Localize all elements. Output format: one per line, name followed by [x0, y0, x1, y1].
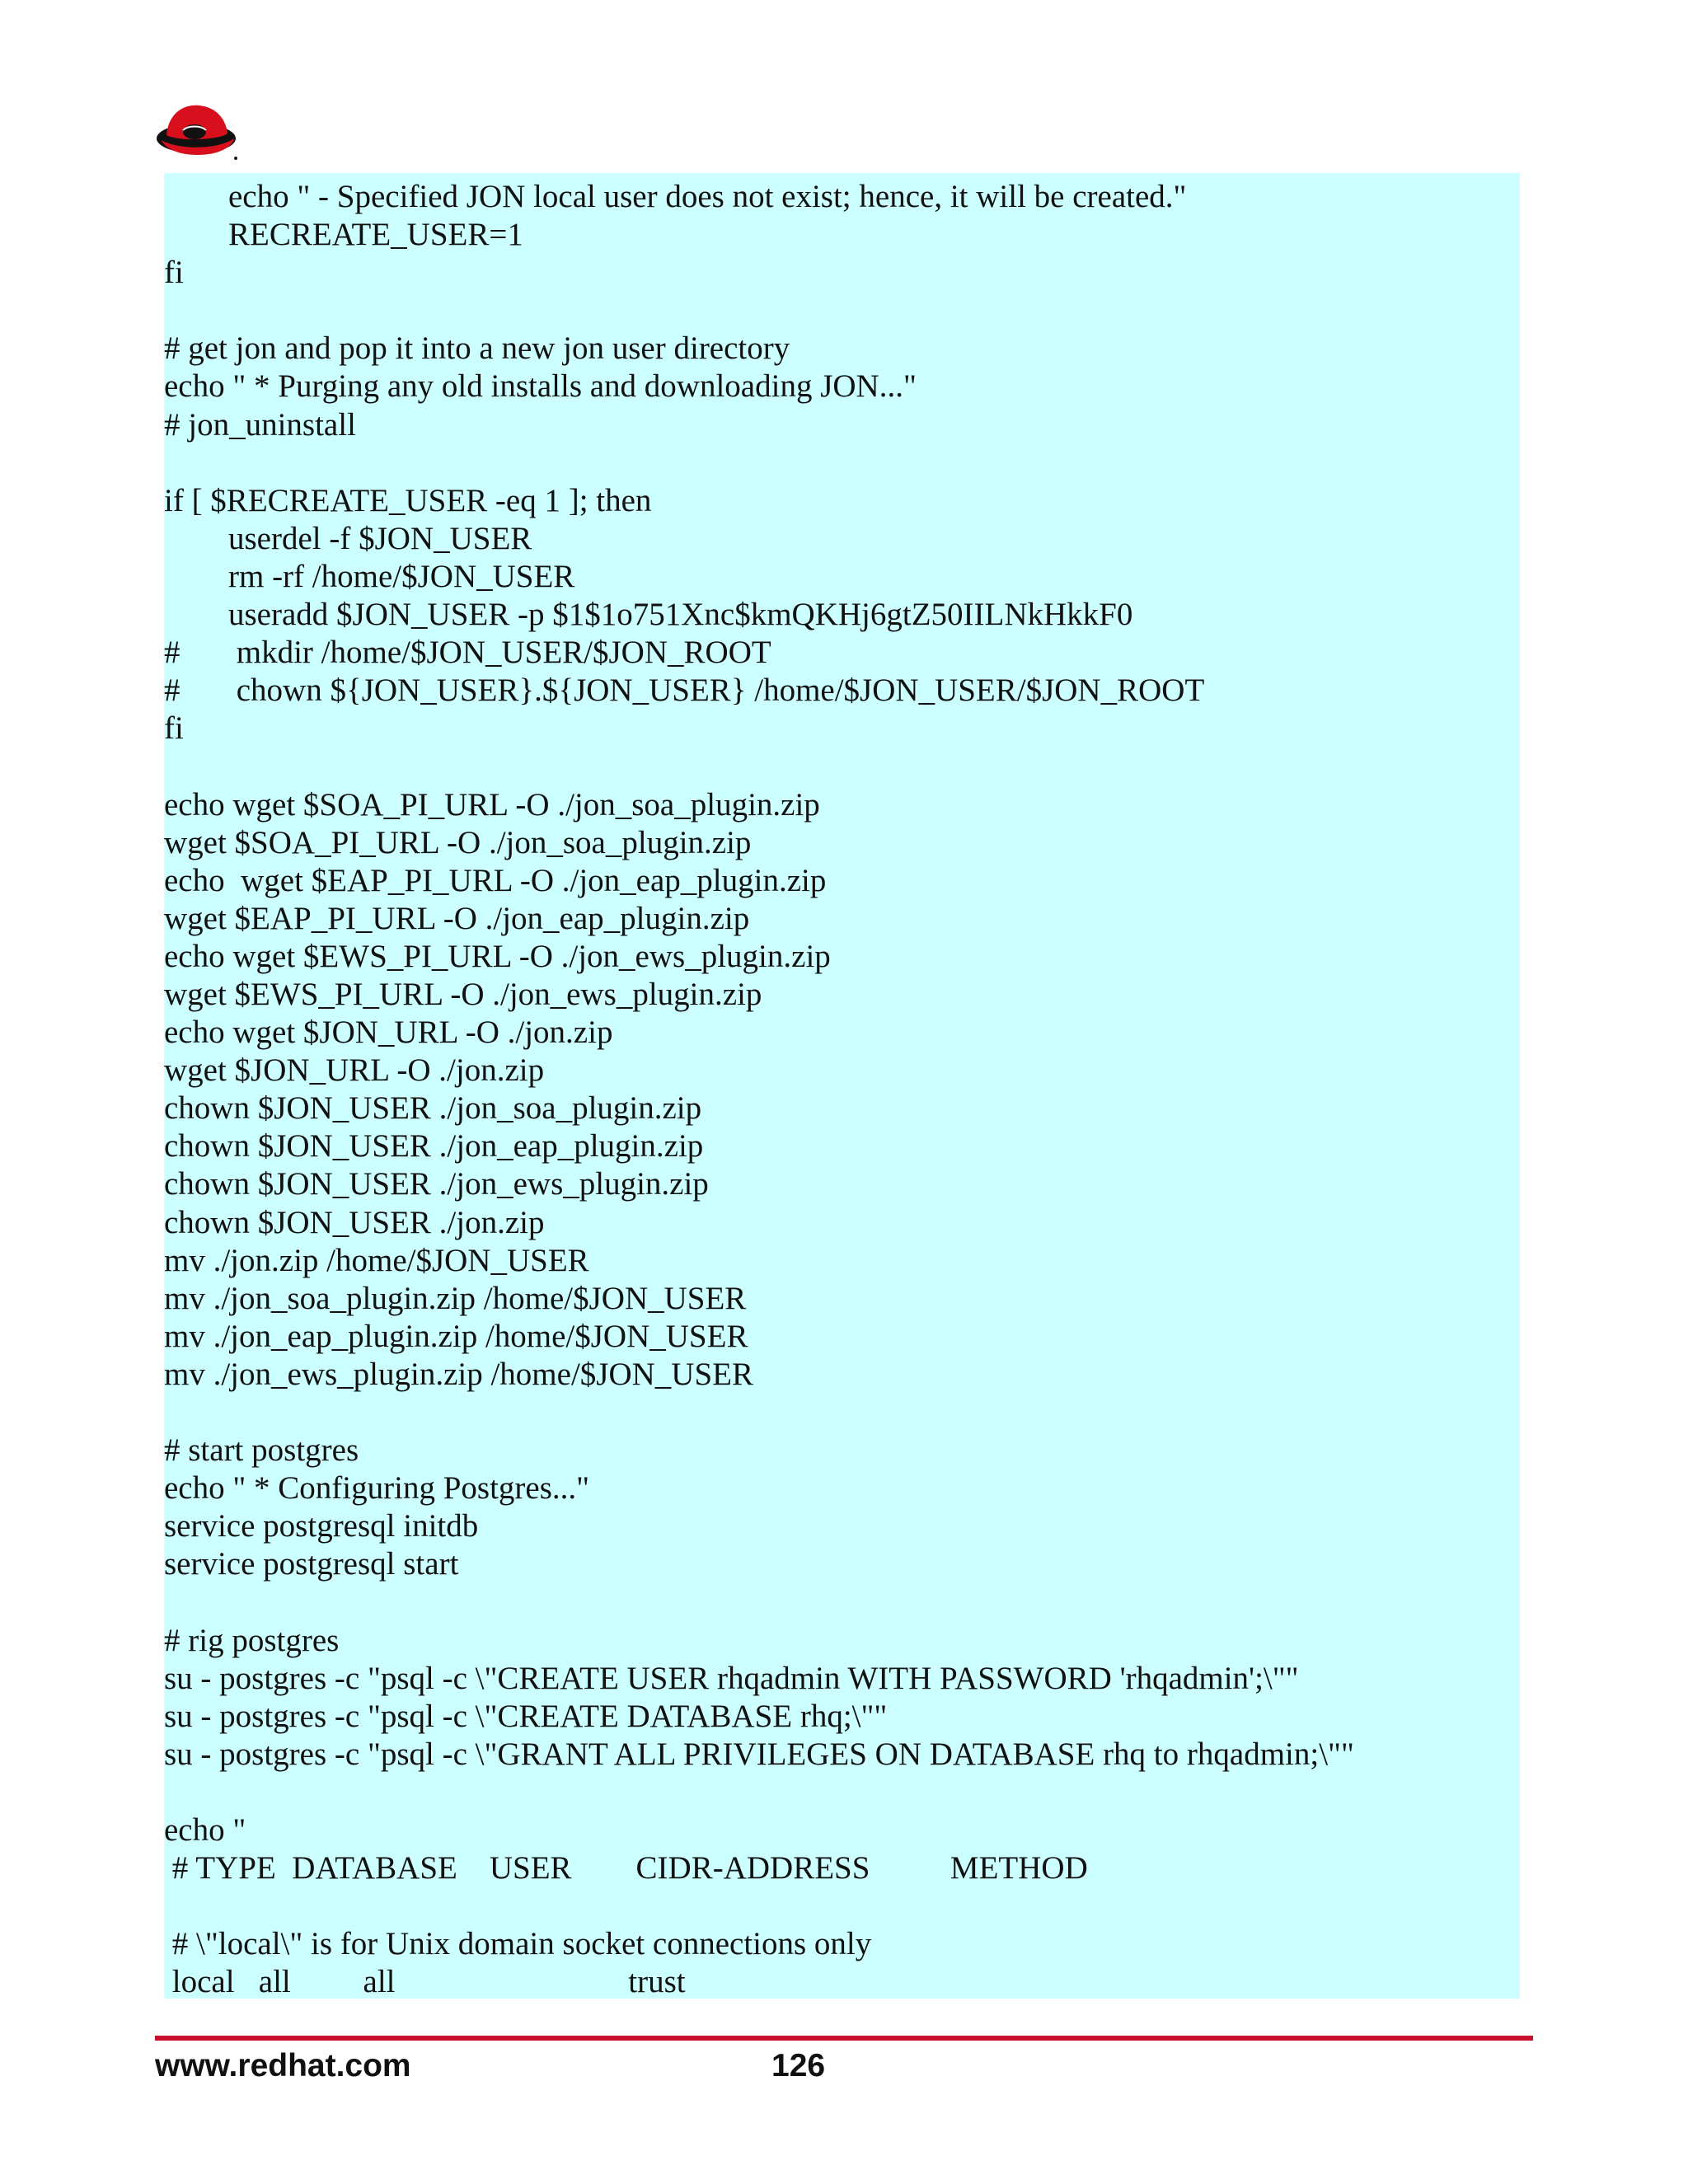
- code-line: echo " * Purging any old installs and downloading JON...": [164, 368, 917, 405]
- code-line: # jon_uninstall: [164, 406, 356, 443]
- footer-divider: [155, 2036, 1533, 2041]
- code-line: # \"local\" is for Unix domain socket connections only: [164, 1926, 872, 1962]
- code-line: userdel -f $JON_USER: [164, 520, 532, 556]
- code-line: # rig postgres: [164, 1622, 340, 1658]
- code-line: su - postgres -c "psql -c \"CREATE USER rhqadmin WITH PASSWORD 'rhqadmin';\"": [164, 1660, 1299, 1696]
- code-line: fi: [164, 255, 184, 291]
- code-line: # TYPE DATABASE USER CIDR-ADDRESS METHOD: [164, 1850, 1088, 1886]
- code-line: RECREATE_USER=1: [164, 217, 523, 253]
- code-line: mv ./jon_ews_plugin.zip /home/$JON_USER: [164, 1356, 753, 1392]
- code-line: # start postgres: [164, 1432, 359, 1469]
- code-line: # mkdir /home/$JON_USER/$JON_ROOT: [164, 635, 771, 671]
- code-line: chown $JON_USER ./jon.zip: [164, 1204, 545, 1240]
- code-line: echo ": [164, 1812, 246, 1849]
- code-line: mv ./jon_eap_plugin.zip /home/$JON_USER: [164, 1318, 748, 1354]
- code-line: [164, 292, 1520, 330]
- code-line: # chown ${JON_USER}.${JON_USER} /home/$JON_USER/$JON_ROOT: [164, 673, 1205, 709]
- code-line: echo wget $EWS_PI_URL -O ./jon_ews_plugin.zip: [164, 938, 831, 974]
- code-line: chown $JON_USER ./jon_eap_plugin.zip: [164, 1128, 704, 1165]
- code-line: [164, 748, 1520, 785]
- redhat-logo-icon: [153, 97, 242, 163]
- code-line: wget $JON_URL -O ./jon.zip: [164, 1052, 545, 1089]
- code-line: [164, 1583, 1520, 1621]
- code-line: mv ./jon.zip /home/$JON_USER: [164, 1242, 589, 1278]
- code-listing: [164, 173, 1520, 1999]
- code-line: echo wget $EAP_PI_URL -O ./jon_eap_plugin.zip: [164, 862, 827, 898]
- code-line: su - postgres -c "psql -c \"CREATE DATABASE rhq;\"": [164, 1698, 888, 1734]
- code-line: echo wget $JON_URL -O ./jon.zip: [164, 1015, 613, 1051]
- page-number: 126: [771, 2048, 826, 2083]
- code-line: fi: [164, 710, 184, 747]
- code-line: [164, 1774, 1520, 1811]
- code-line: service postgresql initdb: [164, 1508, 479, 1544]
- code-line: echo wget $SOA_PI_URL -O ./jon_soa_plugin.zip: [164, 786, 820, 823]
- code-line: [164, 444, 1520, 482]
- code-line: wget $SOA_PI_URL -O ./jon_soa_plugin.zip: [164, 824, 752, 860]
- code-line: [164, 1887, 1520, 1925]
- code-line: chown $JON_USER ./jon_soa_plugin.zip: [164, 1090, 702, 1127]
- code-line: local all all trust: [164, 1964, 686, 2000]
- code-line: echo " - Specified JON local user does not exist; hence, it will be created.": [164, 179, 1187, 214]
- code-line: mv ./jon_soa_plugin.zip /home/$JON_USER: [164, 1280, 747, 1316]
- code-line: [164, 1394, 1520, 1432]
- code-line: wget $EAP_PI_URL -O ./jon_eap_plugin.zip: [164, 900, 750, 936]
- code-line: su - postgres -c "psql -c \"GRANT ALL PRIVILEGES ON DATABASE rhq to rhqadmin;\"": [164, 1736, 1354, 1772]
- code-line: if [ $RECREATE_USER -eq 1 ]; then: [164, 482, 652, 518]
- footer-url: www.redhat.com: [155, 2048, 411, 2083]
- code-line: wget $EWS_PI_URL -O ./jon_ews_plugin.zip: [164, 976, 762, 1012]
- code-line: rm -rf /home/$JON_USER: [164, 558, 575, 594]
- code-line: service postgresql start: [164, 1546, 459, 1582]
- code-line: chown $JON_USER ./jon_ews_plugin.zip: [164, 1166, 709, 1202]
- code-line: # get jon and pop it into a new jon user directory: [164, 330, 790, 367]
- code-line: useradd $JON_USER -p $1$1o751Xnc$kmQKHj6gtZ50IILNkHkkF0: [164, 597, 1133, 633]
- code-line: echo " * Configuring Postgres...": [164, 1470, 590, 1507]
